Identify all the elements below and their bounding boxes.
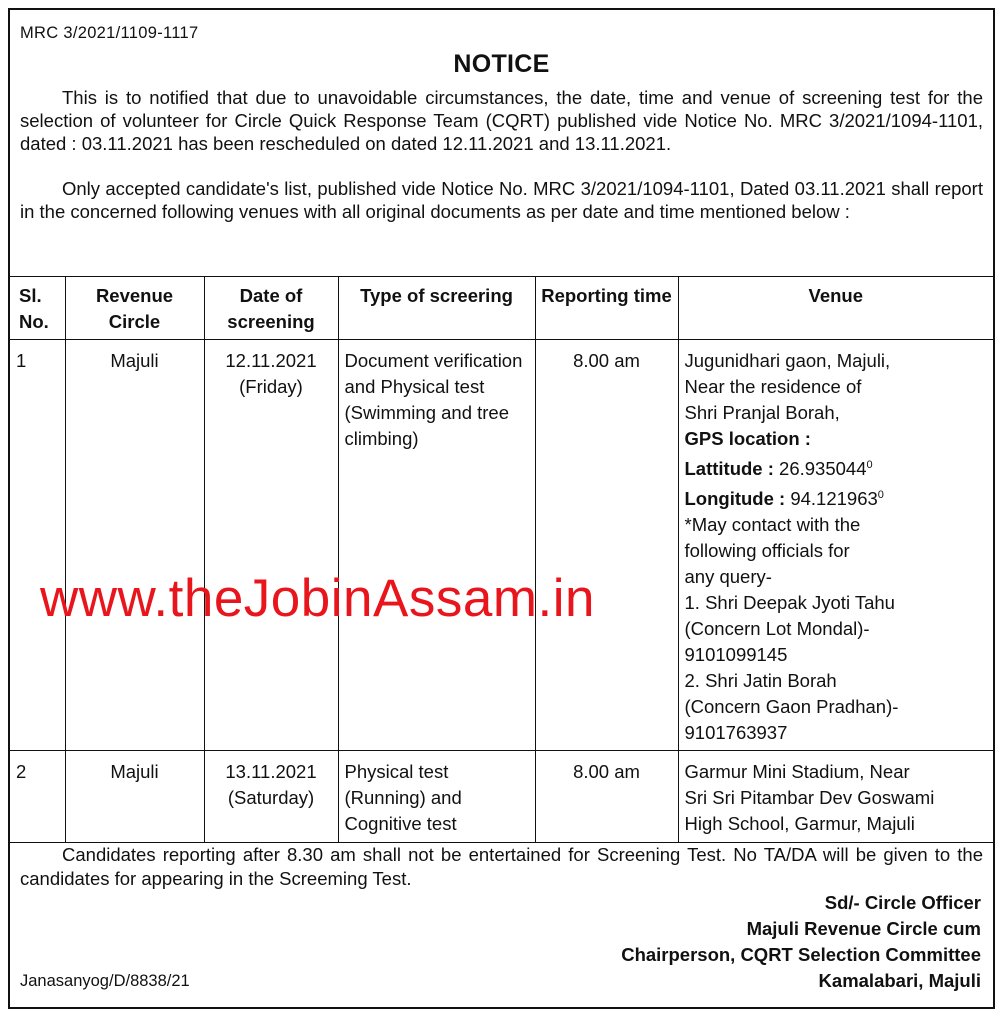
publicity-code: Janasanyog/D/8838/21 — [20, 972, 190, 990]
gps-label: GPS location : — [684, 428, 811, 449]
schedule-table — [10, 276, 993, 843]
signature-line: Sd/- Circle Officer — [824, 892, 981, 913]
row-2-date-value: 13.11.2021 — [225, 761, 317, 783]
row-1-sl: 1 — [10, 340, 65, 751]
row-2-venue — [678, 751, 993, 843]
official-2-name: 2. Shri Jatin Borah — [684, 670, 837, 692]
notice-paragraph-2: Only accepted candidate's list, published vide Notice No. MRC 3/2021/1094-1101, Dated 03.11.2021 shall report in the concerned following venues with all original documents as per date and time mentioned below : — [20, 178, 983, 222]
header-date-of-screening: Date of screening — [204, 277, 338, 340]
header-venue: Venue — [678, 277, 993, 340]
degree-mark: 0 — [866, 459, 873, 471]
row-1-day: (Friday) — [239, 376, 303, 397]
footer-note: Candidates reporting after 8.30 am shall not be entertained for Screening Test. No TA/DA will be given to the candidates for appearing in the Screeming Test. — [20, 844, 983, 889]
official-2-phone: 9101763937 — [684, 722, 788, 744]
table-header-row — [10, 277, 993, 340]
official-1-phone: 9101099145 — [684, 644, 788, 666]
row-1-venue — [678, 340, 993, 751]
row-2-time: 8.00 am — [535, 751, 678, 843]
header-type-of-screening: Type of screering — [338, 277, 535, 340]
venue-line: Sri Sri Pitambar Dev Goswami — [684, 787, 935, 809]
contact-note: *May contact with the — [684, 514, 861, 536]
contact-note: following officials for — [684, 540, 850, 562]
row-1-type: Document verification and Physical test (Swimming and tree climbing) — [338, 340, 535, 751]
longitude-value: 94.121963 — [790, 488, 878, 510]
venue-line: Jugunidhari gaon, Majuli, — [684, 350, 891, 371]
watermark-text: www.theJobinAssam.in — [40, 569, 595, 628]
table-row — [10, 751, 993, 843]
table-row — [10, 340, 993, 751]
venue-line: Garmur Mini Stadium, Near — [684, 761, 910, 783]
official-1-name: 1. Shri Deepak Jyoti Tahu — [684, 592, 895, 614]
row-1-date — [204, 340, 338, 751]
row-1-time: 8.00 am — [535, 340, 678, 751]
latitude-value: 26.935044 — [779, 458, 867, 480]
official-1-role: (Concern Lot Mondal)- — [684, 618, 870, 640]
header-revenue-circle: Revenue Circle — [65, 277, 204, 340]
venue-line: High School, Garmur, Majuli — [684, 813, 915, 835]
longitude-label: Longitude : — [684, 488, 786, 510]
notice-title: NOTICE — [453, 50, 550, 78]
header-reporting-time: Reporting time — [535, 277, 678, 340]
row-1-circle: Majuli — [65, 340, 204, 751]
latitude-label: Lattitude : — [684, 458, 774, 480]
notice-frame — [8, 8, 995, 1009]
reference-number: MRC 3/2021/1109-1117 — [20, 24, 199, 42]
signature-block — [621, 890, 981, 994]
official-2-role: (Concern Gaon Pradhan)- — [684, 696, 899, 718]
signature-line: Kamalabari, Majuli — [818, 970, 981, 991]
contact-note: any query- — [684, 566, 772, 588]
latitude-line — [685, 452, 988, 482]
row-2-date — [204, 751, 338, 843]
header-sl-no: Sl. No. — [10, 277, 65, 340]
notice-paragraph-1: This is to notified that due to unavoidable circumstances, the date, time and venue of screening test for the selection of volunteer for Circle Quick Response Team (CQRT) published vide Notice No. MRC 3/2021/1094-1101, dated : 03.11.2021 has been rescheduled on dated 12.11.2021 and 13.11.2021. — [20, 87, 983, 154]
row-2-day: (Saturday) — [227, 787, 315, 809]
signature-line: Chairperson, CQRT Selection Committee — [621, 944, 981, 965]
longitude-line — [685, 482, 988, 512]
row-2-sl: 2 — [10, 751, 65, 843]
row-1-date-value: 12.11.2021 — [225, 350, 317, 371]
degree-mark: 0 — [877, 489, 884, 502]
row-2-circle: Majuli — [65, 751, 204, 843]
venue-line: Shri Pranjal Borah, — [684, 402, 840, 423]
row-2-type: Physical test (Running) and Cognitive test — [338, 751, 535, 843]
venue-line: Near the residence of — [684, 376, 862, 397]
signature-line: Majuli Revenue Circle cum — [746, 918, 981, 939]
